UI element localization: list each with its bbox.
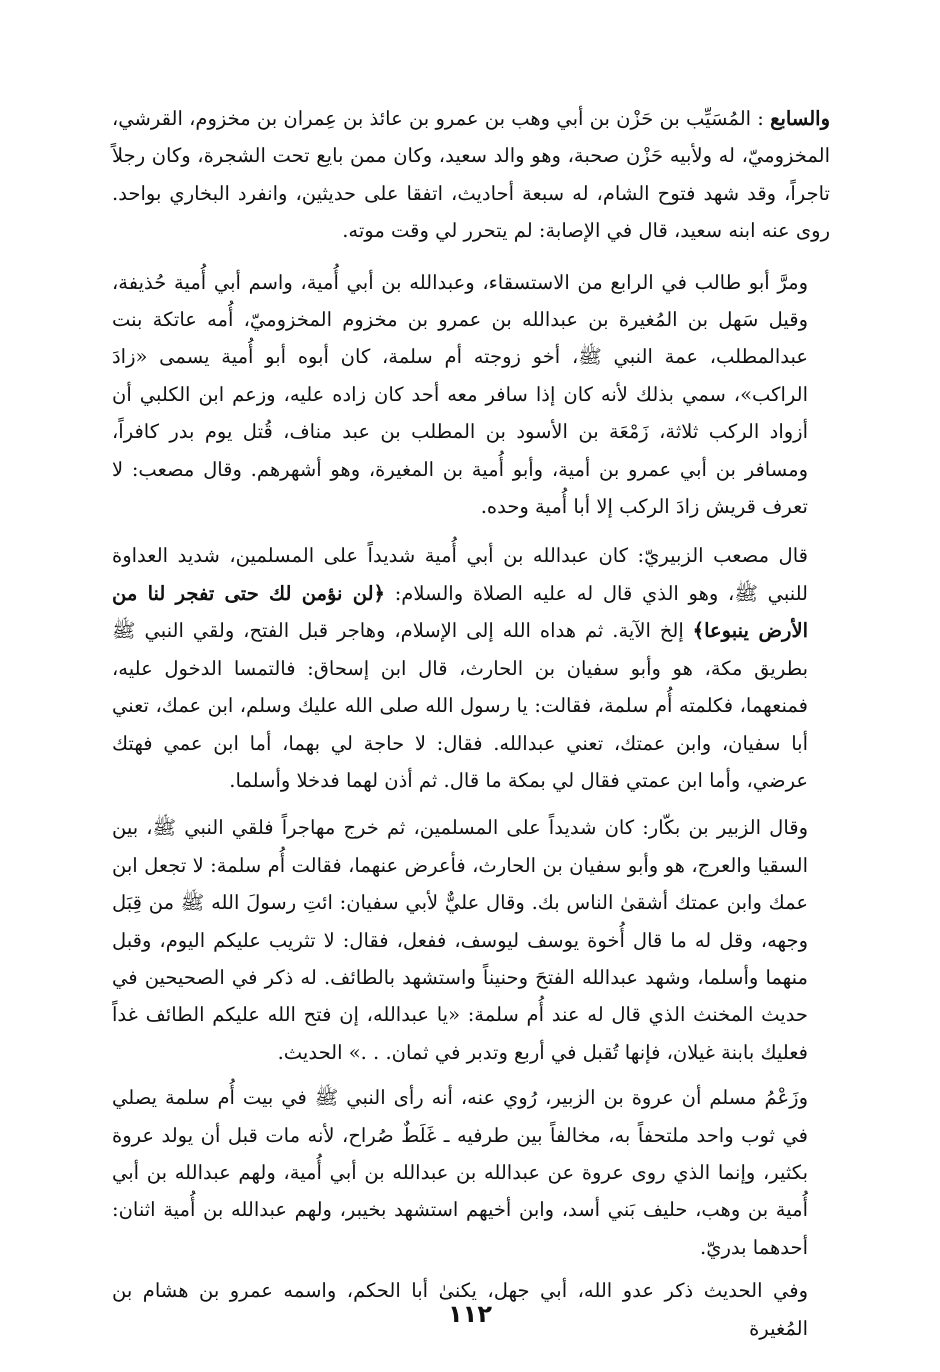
paragraph-text: ومرَّ أبو طالب في الرابع من الاستسقاء، وعبدالله بن أبي أُمية، واسم أبي أُمية حُذيفة، وقيل سَهل بن المُغيرة بن عبدالله بن عمرو بن مخزوم المخزوميّ، أُمه عاتكة بنت عبدالمطلب، عمة النبي ﷺ، أخو زوجته أم سلمة، كان أبوه أبو أُمية يسمى «زادَ الراكب»، سمي بذلك لأنه كان إذا سافر معه أحد كان زاده عليه، وزعم ابن الكلبي أن أزواد الركب ثلاثة، زَمْعَة بن الأسود بن المطلب بن عبد مناف، قُتل يوم بدر كافراً، ومسافر بن أبي عمرو بن أمية، وأبو أُمية بن المغيرة، وهو أشهرهم. وقال مصعب: لا تعرف قريش زادَ الركب إلا أبا أُمية وحده. xyxy=(112,270,808,519)
page-number: ١١٢ xyxy=(448,1300,492,1328)
paragraph-muslim-claim xyxy=(112,1079,830,1266)
paragraph-lead-word: والسابع xyxy=(770,107,830,130)
paragraph-musab-al-zubayri xyxy=(112,537,830,799)
paragraph-text: وقال الزبير بن بكّار: كان شديداً على المسلمين، ثم خرج مهاجراً فلقي النبي ﷺ، بين السقيا والعرج، هو وأبو سفيان بن الحارث، فأعرض عنهما، فقالت أُم سلمة: لا تجعل ابن عمك وابن عمتك أشقىٰ الناس بك. وقال عليٌّ لأبي سفيان: ائتِ رسولَ الله ﷺ من قِبَل وجهه، وقل له ما قال أُخوة يوسف ليوسف، ففعل، فقال: لا تثريب عليكم اليوم، وقبل منهما وأسلما، وشهد عبدالله الفتحَ وحنيناً واستشهد بالطائف. له ذكر في الصحيحين في حديث المخنث الذي قال له عند أُم سلمة: «يا عبدالله، إن فتح الله عليكم الطائف غداً فعليك بابنة غيلان، فإنها تُقبل في أربع وتدبر في ثمان. . .» الحديث. xyxy=(112,816,808,1064)
quran-quote: ﴿لن نؤمن لك حتى تفجر لنا من الأرض ينبوعا﴾ xyxy=(112,581,808,643)
paragraph-text: وفي الحديث ذكر عدو الله، أبي جهل، يكنىٰ أبا الحكم، واسمه عمرو بن هشام بن المُغيرة xyxy=(112,1279,808,1340)
paragraph-text-after-quote: إلخ الآية. ثم هداه الله إلى الإسلام، وهاجر قبل الفتح، ولقي النبي ﷺ بطريق مكة، هو وأبو سفيان بن الحارث، قال ابن إسحاق: فالتمسا الدخول عليه، فمنعهما، فكلمته أُم سلمة، فقالت: يا رسول الله صلى الله عليك وسلم، ابن عمك، تعني أبا سفيان، وابن عمتك، تعني عبدالله. فقال: لا حاجة لي بهما، أما ابن عمي فهتك عرضي، وأما ابن عمتي فقال لي بمكة ما قال. ثم أذن لهما فدخلا وأسلما. xyxy=(112,619,808,792)
paragraph-text: : المُسَيِّب بن حَزْن بن أبي وهب بن عمرو بن عائذ بن عِمران بن مخزوم، القرشي، المخزوميّ، له ولأبيه حَزْن صحبة، وهو والد سعيد، وكان ممن بايع تحت الشجرة، وكان رجلاً تاجراً، وقد شهد فتوح الشام، له سبعة أحاديث، اتفقا على حديثين، وانفرد البخاري بواحد. روى عنه ابنه سعيد، قال في الإصابة: لم يتحرر لي وقت موته. xyxy=(112,107,830,243)
paragraph-text: وزَعْمُ مسلم أن عروة بن الزبير، رُوي عنه، أنه رأى النبي ﷺ في بيت أُم سلمة يصلي في ثوب واحد ملتحفاً به، مخالفاً بين طرفيه ـ غَلَطٌ صُراح، لأنه مات قبل أن يولد عروة بكثير، وإنما الذي روى عروة عن عبدالله بن عبدالله بن أبي أُمية، ولهم عبدالله بن أبي أُمية بن وهب، حليف بَني أسد، وابن أخيهم استشهد بخيبر، ولهم عبدالله بن أُمية اثنان: أحدهما بدريّ. xyxy=(112,1086,808,1259)
paragraph-zubayr-ibn-bakkar xyxy=(112,809,830,1071)
page-body xyxy=(112,100,830,1347)
paragraph-al-musayyib xyxy=(112,100,830,250)
paragraph-text-before-quote: قال مصعب الزبيريّ: كان عبدالله بن أبي أُمية شديداً على المسلمين، شديد العداوة للنبي ﷺ، وهو الذي قال له عليه الصلاة والسلام: xyxy=(112,544,808,605)
paragraph-abdullah-ibn-abi-umayya xyxy=(112,264,830,526)
